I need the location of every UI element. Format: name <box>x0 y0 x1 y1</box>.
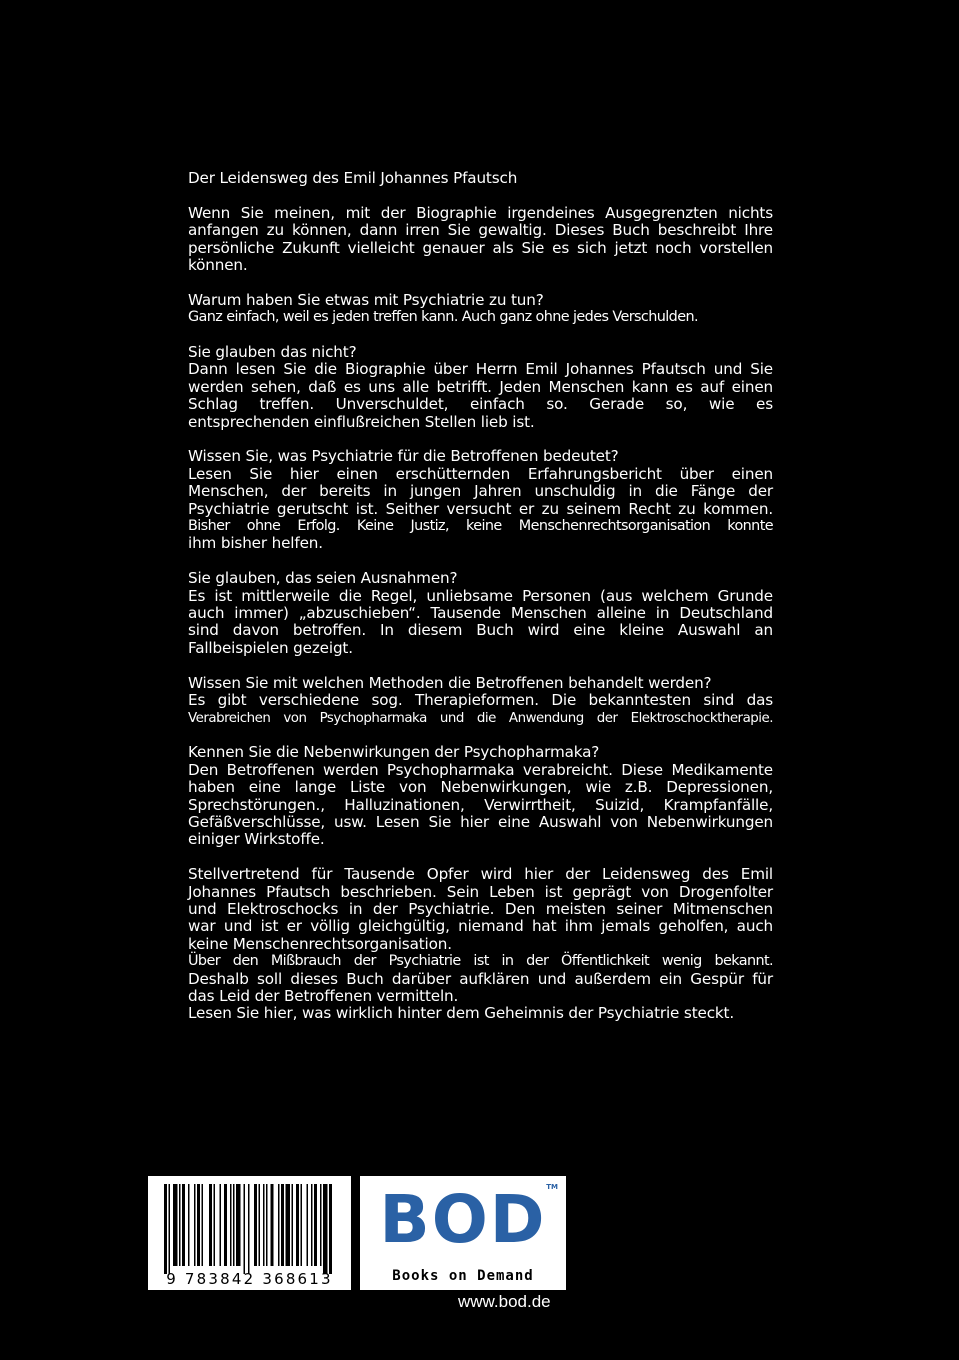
text-line: Kennen Sie die Nebenwirkungen der Psychopharmaka? <box>188 743 600 762</box>
barcode-bar <box>259 1184 261 1266</box>
text-line: das Leid der Betroffenen vermitteln. <box>188 986 459 1005</box>
text-line: keine Menschenrechtsorganisation. <box>188 934 452 953</box>
text-line: Ganz einfach, weil es jeden treffen kann. Auch ganz ohne jedes Verschulden. <box>188 309 698 326</box>
text-line: einiger Wirkstoffe. <box>188 830 325 849</box>
paragraph-7 <box>188 744 773 848</box>
barcode-bar <box>179 1184 181 1266</box>
barcode-bar <box>233 1184 235 1266</box>
barcode-bar <box>164 1184 167 1274</box>
barcode-bar <box>214 1184 216 1266</box>
text-line: Lesen Sie hier, was wirklich hinter dem Geheimnis der Psychiatrie steckt. <box>188 1004 735 1023</box>
text-line: Es ist mittlerweile die Regel, unliebsame Personen (aus welchem Grunde <box>188 586 773 605</box>
barcode-bar <box>182 1184 185 1266</box>
barcode-bar <box>320 1184 322 1266</box>
text-line: persönliche Zukunft vielleicht genauer als Sie es sich jetzt noch vorstellen <box>188 238 773 257</box>
text-line: Stellvertretend für Tausende Opfer wird hier der Leidensweg des Emil <box>188 865 773 884</box>
text-line: Fallbeispielen gezeigt. <box>188 638 353 657</box>
barcode-bar <box>323 1184 328 1274</box>
barcode-bar <box>173 1184 178 1266</box>
barcode-bar <box>301 1184 303 1266</box>
trademark-symbol: TM <box>546 1183 558 1191</box>
barcode-bar <box>263 1184 265 1266</box>
paragraph-2 <box>188 292 773 327</box>
text-line: und Elektroschocks in der Psychiatrie. Den meisten seiner Mitmenschen <box>188 899 773 918</box>
text-line: Menschen, der bereits in jungen Jahren unschuldig in die Fänge der <box>188 482 773 501</box>
bod-logo-mark: BOD <box>379 1181 547 1258</box>
text-line: haben eine lange Liste von Nebenwirkungen, wie z.B. Depressionen, <box>188 778 773 797</box>
text-line: Schlag treffen. Unverschuldet, einfach so. Gerade so, wie es <box>188 395 773 414</box>
barcode-bar <box>169 1184 171 1274</box>
barcode-bar <box>224 1184 227 1266</box>
text-line: Über den Mißbrauch der Psychiatrie ist in der Öffentlichkeit wenig bekannt. <box>188 953 773 970</box>
isbn-barcode <box>148 1176 351 1290</box>
paragraph-4 <box>188 448 773 552</box>
bod-tagline: Books on Demand <box>392 1268 534 1284</box>
text-line: werden sehen, daß es uns alle betrifft. Jeden Menschen kann es auf einen <box>188 377 773 396</box>
barcode-bar <box>197 1184 200 1266</box>
publisher-url: www.bod.de <box>458 1292 551 1311</box>
text-line: Johannes Pfautsch beschrieben. Sein Leben ist geprägt von Drogenfolter <box>188 882 773 901</box>
text-line: Warum haben Sie etwas mit Psychiatrie zu tun? <box>188 290 544 309</box>
text-line: Den Betroffenen werden Psychopharmaka verabreicht. Diese Medikamente <box>188 760 773 779</box>
text-line: Sprechstörungen., Halluzinationen, Verwirrtheit, Suizid, Krampfanfälle, <box>188 795 773 814</box>
barcode-bar <box>266 1184 268 1266</box>
text-line: anfangen zu können, dann irren Sie gewaltig. Dieses Buch beschreibt Ihre <box>188 221 773 240</box>
barcode-bar <box>296 1184 299 1266</box>
barcode-bar <box>271 1184 274 1266</box>
text-line: entsprechenden einflußreichen Stellen lieb ist. <box>188 412 535 431</box>
text-line: Gefäßverschlüsse, usw. Lesen Sie hier eine Auswahl von Nebenwirkungen <box>188 812 773 831</box>
barcode-bar <box>307 1184 309 1266</box>
text-line: Sie glauben das nicht? <box>188 343 357 362</box>
text-line: Bisher ohne Erfolg. Keine Justiz, keine Menschenrechtsorganisation konnte <box>188 518 773 535</box>
barcode-bar <box>314 1184 317 1266</box>
barcode-bar <box>220 1184 222 1266</box>
barcode-bar <box>244 1184 246 1274</box>
barcode-bar <box>286 1184 291 1266</box>
barcode-bar <box>329 1184 332 1274</box>
paragraph-6 <box>188 675 773 727</box>
back-cover-text <box>188 170 773 1040</box>
paragraph-8 <box>188 866 773 1023</box>
barcode-bar <box>188 1184 190 1266</box>
text-line: Es gibt verschiedene sog. Therapieformen. Die bekanntesten sind das <box>188 691 773 710</box>
isbn-number: 9 783842 368613 <box>166 1270 333 1288</box>
paragraph-3 <box>188 344 773 431</box>
barcode-bar <box>278 1184 280 1266</box>
barcode-bar <box>248 1184 250 1274</box>
barcode-bar <box>236 1184 241 1266</box>
text-line: Verabreichen von Psychopharmaka und die Anwendung der Elektroschocktherapie. <box>188 710 773 726</box>
barcode-bar <box>292 1184 294 1266</box>
text-line: Lesen Sie hier einen erschütternden Erfahrungsbericht über einen <box>188 464 773 483</box>
bod-logo <box>360 1176 566 1290</box>
paragraph-1 <box>188 205 773 275</box>
text-line: auch immer) „abzuschieben“. Tausende Menschen alleine in Deutschland <box>188 604 773 623</box>
text-line: sind davon betroffen. In diesem Buch wird eine kleine Auswahl an <box>188 621 773 640</box>
text-line: Wissen Sie mit welchen Methoden die Betroffenen behandelt werden? <box>188 673 712 692</box>
text-line: Deshalb soll dieses Buch darüber aufklären und außerdem ein Gespür für <box>188 969 773 988</box>
paragraph-5 <box>188 570 773 657</box>
text-line: ihm bisher helfen. <box>188 534 323 553</box>
text-line: Dann lesen Sie die Biographie über Herrn Emil Johannes Pfautsch und Sie <box>188 360 773 379</box>
barcode-bar <box>194 1184 196 1266</box>
text-line: Psychiatrie gerutscht ist. Seither versucht er zu seinem Recht zu kommen. <box>188 499 773 518</box>
text-line: war und ist er völlig gleichgültig, niemand hat ihm jemals geholfen, auch <box>188 917 773 936</box>
book-title: Der Leidensweg des Emil Johannes Pfautsch <box>188 169 518 187</box>
barcode-bar <box>230 1184 232 1266</box>
barcode-bar <box>254 1184 257 1266</box>
barcode-bar <box>281 1184 284 1266</box>
barcode-bar <box>202 1184 204 1266</box>
text-line: Sie glauben, das seien Ausnahmen? <box>188 569 458 588</box>
text-line: Wissen Sie, was Psychiatrie für die Betroffenen bedeutet? <box>188 447 619 466</box>
text-line: Wenn Sie meinen, mit der Biographie irgendeines Ausgegrenzten nichts <box>188 203 773 222</box>
barcode-bar <box>209 1184 212 1266</box>
barcode-bar <box>311 1184 313 1266</box>
text-line: können. <box>188 256 248 275</box>
